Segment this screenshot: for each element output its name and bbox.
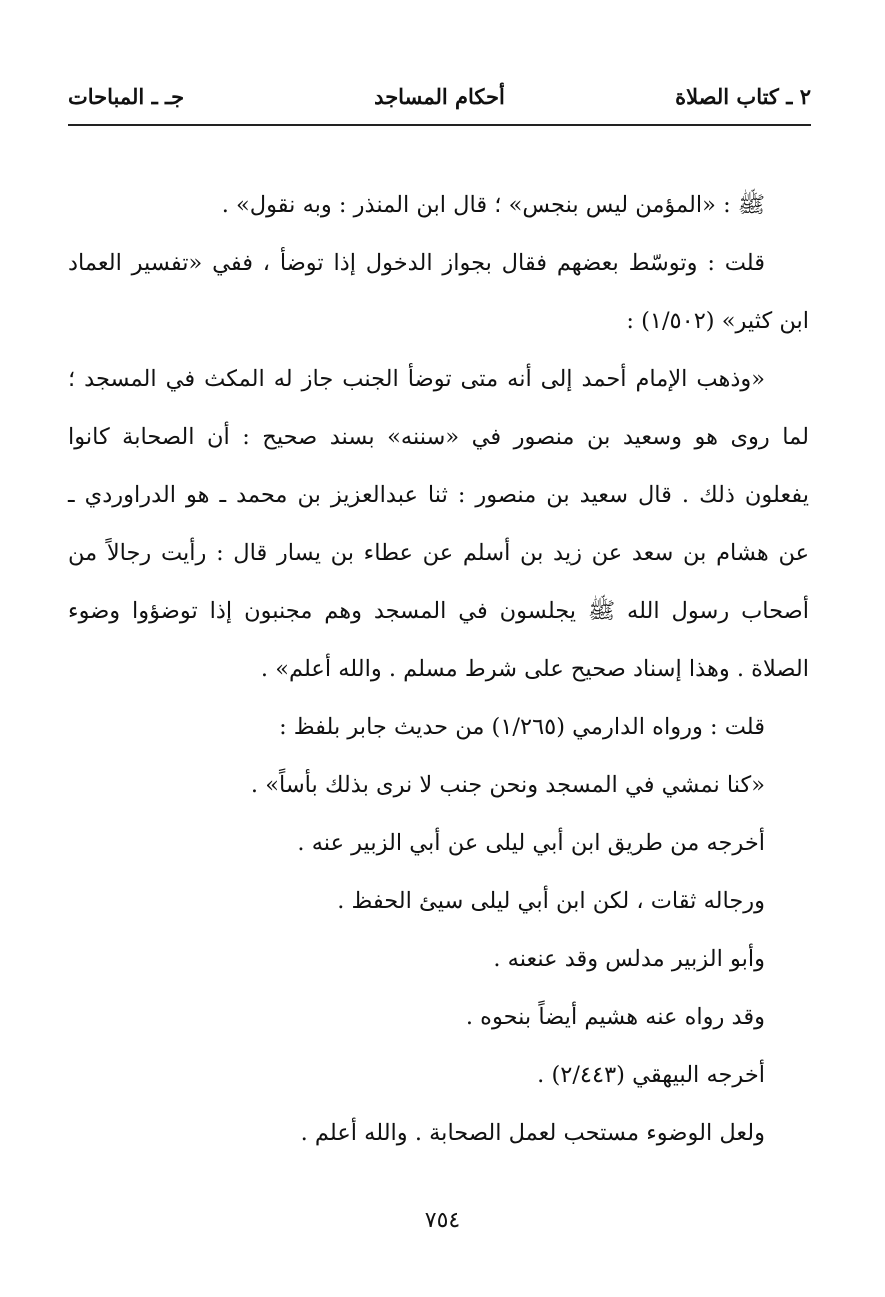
text-line: أخرجه من طريق ابن أبي ليلى عن أبي الزبير عنه . (297, 830, 765, 856)
text-line: ولعل الوضوء مستحب لعمل الصحابة . والله أعلم . (300, 1120, 765, 1146)
text-line: ﷺ : «المؤمن ليس بنجس» ؛ قال ابن المنذر : وبه نقول» . (221, 192, 765, 218)
text-line: ابن كثير» (١/٥٠٢) : (626, 308, 809, 334)
text-line: «وذهب الإمام أحمد إلى أنه متى توضأ الجنب جاز له المكث في المسجد ؛ (68, 366, 765, 392)
header-subsection: جـ ـ المباحات (68, 84, 185, 109)
text-line: قلت : وتوسّط بعضهم فقال بجواز الدخول إذا توضأ ، ففي «تفسير العماد (68, 250, 765, 276)
text-line: الصلاة . وهذا إسناد صحيح على شرط مسلم . والله أعلم» . (260, 656, 809, 682)
text-line: «كنا نمشي في المسجد ونحن جنب لا نرى بذلك بأساً» . (250, 772, 765, 798)
text-line: أخرجه البيهقي (٢/٤٤٣) . (537, 1062, 765, 1088)
text-line: أصحاب رسول الله ﷺ يجلسون في المسجد وهم مجنبون إذا توضؤوا وضوء (68, 598, 809, 624)
text-line: يفعلون ذلك . قال سعيد بن منصور : ثنا عبدالعزيز بن محمد ـ هو الدراوردي ـ (68, 482, 809, 508)
header-divider (68, 124, 811, 126)
text-line: وقد رواه عنه هشيم أيضاً بنحوه . (465, 1004, 765, 1030)
body-text (68, 176, 809, 1162)
text-line: وأبو الزبير مدلس وقد عنعنه . (493, 946, 765, 972)
text-line: عن هشام بن سعد عن زيد بن أسلم عن عطاء بن يسار قال : رأيت رجالاً من (68, 540, 809, 566)
running-header (68, 84, 811, 120)
text-line: قلت : ورواه الدارمي (١/٢٦٥) من حديث جابر بلفظ : (279, 714, 765, 740)
text-line: ورجاله ثقات ، لكن ابن أبي ليلى سيئ الحفظ . (337, 888, 765, 914)
page-number: ٧٥٤ (424, 1208, 461, 1233)
header-chapter: ٢ ـ كتاب الصلاة (675, 84, 811, 109)
header-section-title: أحكام المساجد (374, 84, 505, 109)
text-line: لما روى هو وسعيد بن منصور في «سننه» بسند صحيح : أن الصحابة كانوا (68, 424, 809, 450)
